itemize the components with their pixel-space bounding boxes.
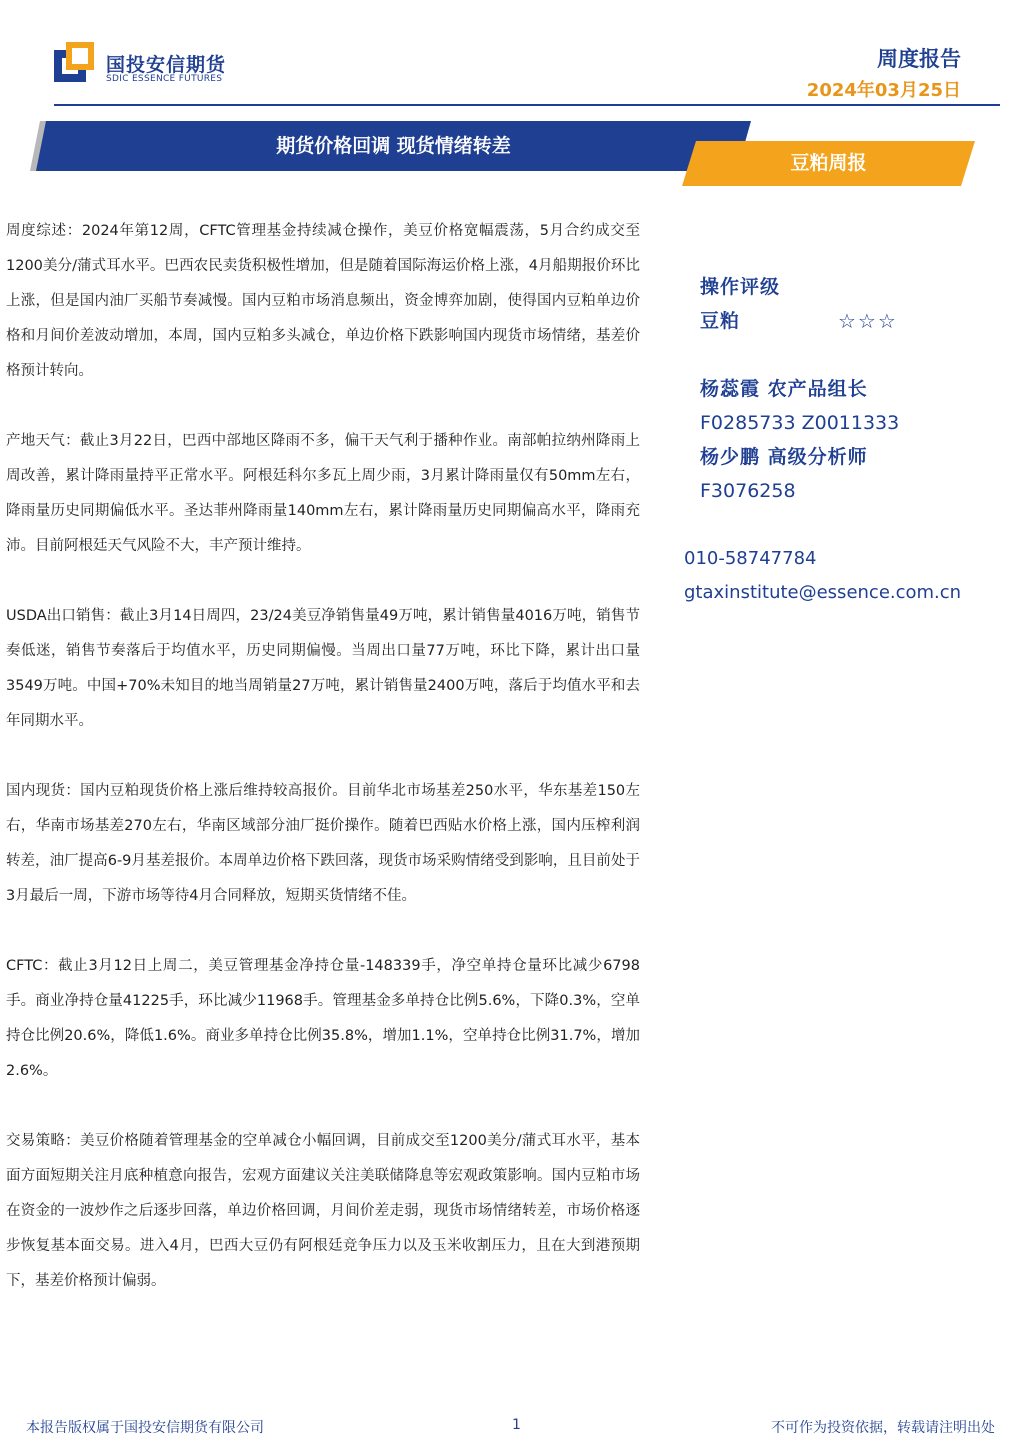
logo-mark-icon	[54, 42, 94, 82]
analyst-1-ids: F0285733 Z0011333	[700, 412, 900, 434]
report-title: 期货价格回调 现货情绪转差	[276, 135, 511, 157]
sidebar	[684, 270, 1014, 610]
page-number: 1	[512, 1417, 521, 1433]
summary-paragraph: 周度综述：2024年第12周，CFTC管理基金持续减仓操作，美豆价格宽幅震荡，5月合约成交至1200美分/蒲式耳水平。巴西农民卖货积极性增加，但是随着国际海运价格上涨，4月船期报价环比上涨，但是国内油厂买船节奏减慢。国内豆粕市场消息频出，资金博弈加剧，使得国内豆粕单边价格和月间价差波动增加，本周，国内豆粕多头减仓，单边价格下跌影响国内现货市场情绪，基差价格预计转向。	[6, 223, 640, 379]
domestic-spot-paragraph: 国内现货：国内豆粕现货价格上涨后维持较高报价。目前华北市场基差250水平，华东基差150左右，华南市场基差270左右，华南区域部分油厂挺价操作。随着巴西贴水价格上涨，国内压榨利润转差，油厂提高6-9月基差报价。本周单边价格下跌回落，现货市场采购情绪受到影响，且目前处于3月最后一周，下游市场等待4月合同释放，短期买货情绪不佳。	[6, 783, 640, 904]
rating-row	[684, 304, 1014, 338]
contact-phone: 010-58747784	[684, 548, 817, 569]
report-type: 周度报告	[877, 47, 961, 71]
rating-item: 豆粕	[700, 310, 741, 332]
strategy-paragraph: 交易策略：美豆价格随着管理基金的空单减仓小幅回调，目前成交至1200美分/蒲式耳水平，基本面方面短期关注月底种植意向报告，宏观方面建议关注美联储降息等宏观政策影响。国内豆粕市场在资金的一波炒作之后逐步回落，单边价格回调，月间价差走弱，现货市场情绪转差，市场价格逐步恢复基本面交易。进入4月，巴西大豆仍有阿根廷竞争压力以及玉米收割压力，且在大到港预期下，基差价格预计偏弱。	[6, 1133, 640, 1289]
report-category: 豆粕周报	[790, 152, 867, 174]
report-date: 2024年03月25日	[806, 80, 961, 101]
footer-disclaimer: 不可作为投资依据，转载请注明出处	[771, 1420, 995, 1436]
report-body	[6, 214, 640, 1334]
rating-stars-icon: ☆☆☆	[838, 309, 898, 333]
footer-copyright: 本报告版权属于国投安信期货有限公司	[26, 1420, 264, 1436]
contact-email[interactable]: gtaxinstitute@essence.com.cn	[684, 582, 962, 603]
logo-name-en: SDIC ESSENCE FUTURES	[106, 74, 223, 84]
analyst-2-ids: F3076258	[700, 480, 796, 502]
header-divider	[54, 104, 1000, 106]
rating-title: 操作评级	[700, 276, 781, 298]
cftc-paragraph: CFTC：截止3月12日上周二，美豆管理基金净持仓量-148339手，净空单持仓量环比减少6798手。商业净持仓量41225手，环比减少11968手。管理基金多单持仓比例5.6%，下降0.3%，空单持仓比例20.6%，降低1.6%。商业多单持仓比例35.8%，增加1.1%，空单持仓比例31.7%，增加2.6%。	[6, 958, 640, 1079]
analyst-2-name: 杨少鹏 高级分析师	[700, 446, 868, 468]
spacer	[684, 508, 1014, 542]
weather-paragraph: 产地天气：截止3月22日，巴西中部地区降雨不多，偏干天气利于播种作业。南部帕拉纳州降雨上周改善，累计降雨量持平正常水平。阿根廷科尔多瓦上周少雨，3月累计降雨量仅有50mm左右，降雨量历史同期偏低水平。圣达菲州降雨量140mm左右，累计降雨量历史同期偏高水平，降雨充沛。目前阿根廷天气风险不大，丰产预计维持。	[6, 433, 640, 554]
usda-export-paragraph: USDA出口销售：截止3月14日周四，23/24美豆净销售量49万吨，累计销售量4016万吨，销售节奏低迷，销售节奏落后于均值水平，历史同期偏慢。当周出口量77万吨，环比下降，累计出口量3549万吨。中国+70%未知目的地当周销量27万吨，累计销售量2400万吨，落后于均值水平和去年同期水平。	[6, 608, 640, 729]
company-logo	[54, 40, 254, 90]
spacer	[684, 338, 1014, 372]
logo-name-cn: 国投安信期货	[106, 54, 227, 76]
analyst-1-name: 杨蕊霞 农产品组长	[700, 378, 868, 400]
